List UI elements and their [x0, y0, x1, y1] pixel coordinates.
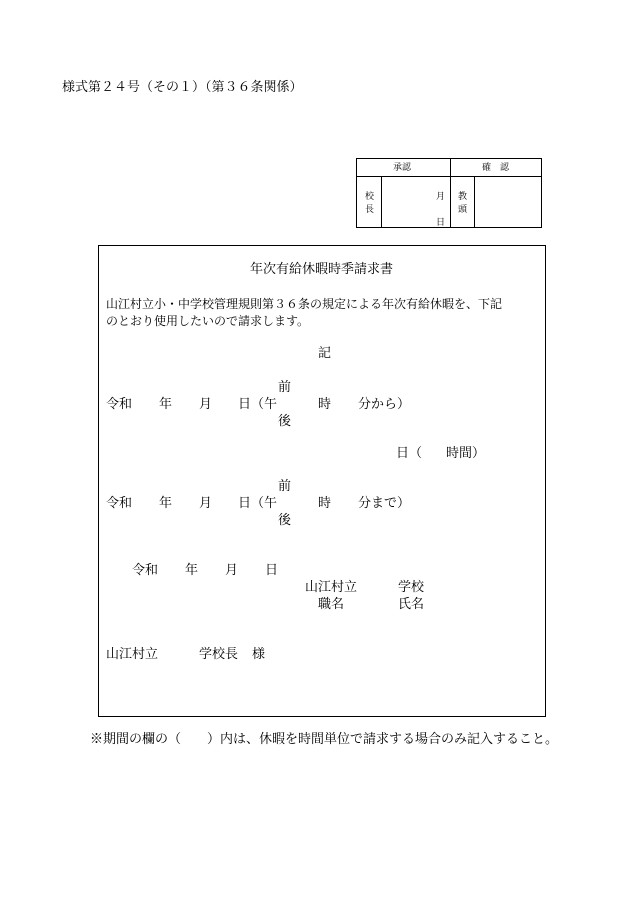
start-suffix: 分から）: [358, 397, 411, 412]
addressee-village: 山江村立: [106, 647, 159, 662]
date-year: 年: [185, 563, 199, 578]
approval-header-confirm: 確 認: [482, 163, 510, 173]
approval-header-divider: [357, 176, 541, 177]
approval-month-label: 月: [436, 192, 446, 202]
body-text-line-1: 山江村立小・中学校管理規則第３６条の規定による年次有給休暇を、下記: [106, 297, 503, 311]
principal-label-divider: [381, 176, 382, 227]
end-suffix: 分まで）: [358, 496, 411, 511]
start-am-label: 前: [278, 380, 292, 395]
end-pm-label: 後: [278, 513, 292, 528]
start-reiwa: 令和: [106, 397, 133, 412]
duration-day-open: 日（: [396, 446, 423, 461]
applicant-position: 職名: [318, 597, 345, 612]
end-am-label: 前: [278, 479, 292, 494]
start-day-open: 日（午: [238, 397, 278, 412]
start-pm-label: 後: [278, 414, 292, 429]
body-text-line-2: のとおり使用したいので請求します。: [106, 314, 310, 328]
ki-heading: 記: [318, 346, 332, 361]
end-year: 年: [159, 496, 173, 511]
end-day-open: 日（午: [238, 496, 278, 511]
applicant-school: 学校: [398, 580, 425, 595]
date-reiwa: 令和: [132, 563, 159, 578]
end-hour: 時: [318, 496, 332, 511]
form-number: 様式第２４号（その１）（第３６条関係）: [62, 80, 303, 95]
principal-label-char-2: 長: [365, 205, 375, 215]
date-month: 月: [225, 563, 239, 578]
duration-hours: 時間）: [446, 446, 486, 461]
approval-header-approve: 承認: [393, 163, 412, 173]
start-hour: 時: [318, 397, 332, 412]
end-month: 月: [199, 496, 213, 511]
approval-day-label: 日: [436, 218, 446, 228]
start-year: 年: [159, 397, 173, 412]
end-reiwa: 令和: [106, 496, 133, 511]
principal-label-char-1: 校: [365, 192, 375, 202]
vice-label-char-1: 教: [458, 192, 468, 202]
date-day: 日: [265, 563, 279, 578]
vice-label-divider: [474, 176, 475, 227]
addressee-principal: 学校長: [199, 647, 239, 662]
vice-label-char-2: 頭: [458, 205, 468, 215]
form-title: 年次有給休暇時季請求書: [250, 262, 394, 277]
footnote: ※期間の欄の（ ）内は、休暇を時間単位で請求する場合のみ記入すること。: [90, 732, 559, 747]
applicant-name: 氏名: [398, 597, 425, 612]
start-month: 月: [199, 397, 213, 412]
approval-center-divider: [450, 159, 451, 227]
approval-table: [356, 158, 542, 228]
applicant-village: 山江村立: [305, 580, 358, 595]
addressee-honorific: 様: [252, 647, 266, 662]
